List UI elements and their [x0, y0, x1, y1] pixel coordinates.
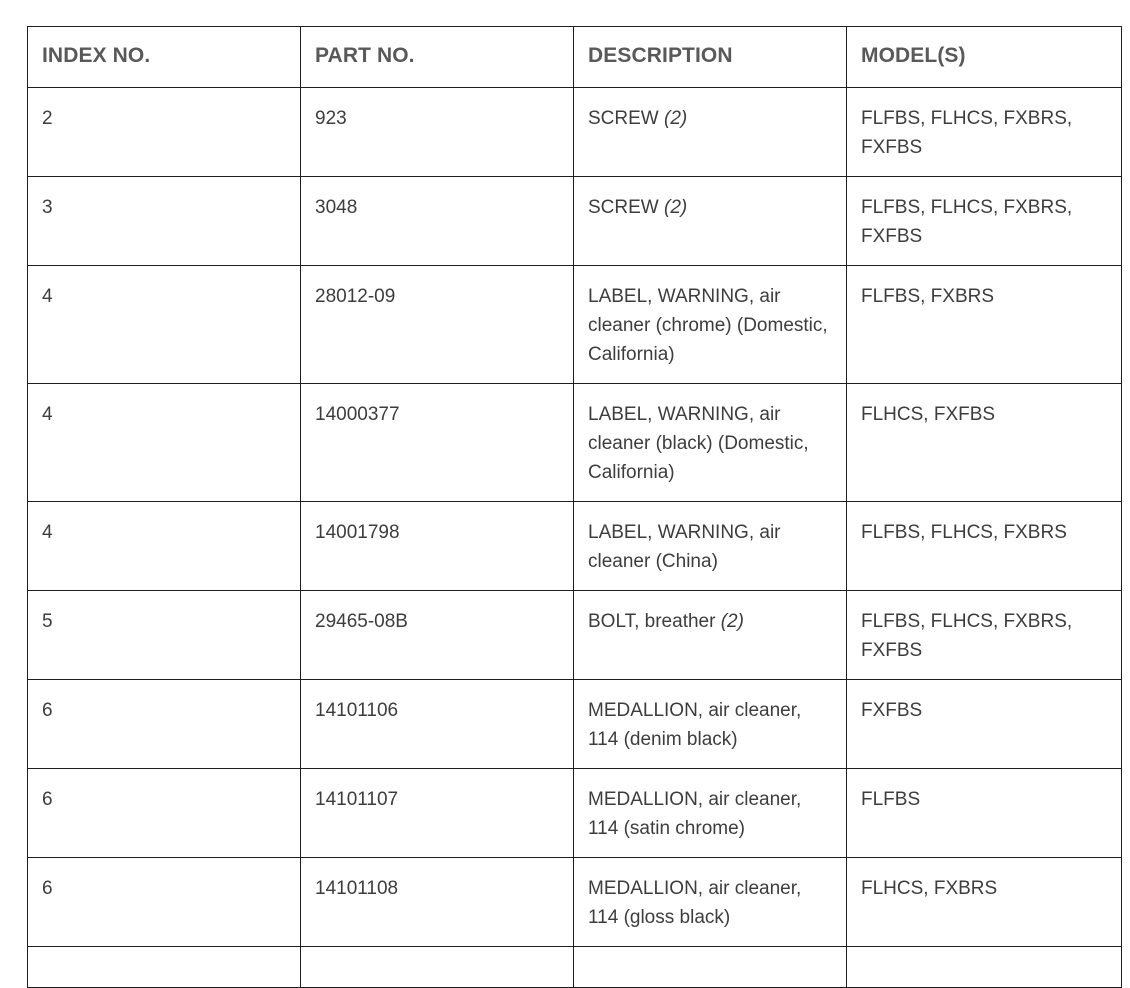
- cell-part: 28012-09: [301, 266, 574, 384]
- cell-empty: [574, 947, 847, 988]
- cell-description: [574, 88, 847, 177]
- cell-models: FLFBS, FLHCS, FXBRS, FXFBS: [847, 88, 1122, 177]
- cell-index: 4: [28, 384, 301, 502]
- cell-index: 3: [28, 177, 301, 266]
- cell-models: FLHCS, FXBRS: [847, 858, 1122, 947]
- cell-part: 14101107: [301, 769, 574, 858]
- header-index-no: INDEX NO.: [28, 27, 301, 88]
- cell-empty: [28, 947, 301, 988]
- cell-models: FXFBS: [847, 680, 1122, 769]
- cell-index: 2: [28, 88, 301, 177]
- cell-description: LABEL, WARNING, air cleaner (China): [574, 502, 847, 591]
- quantity-text: (2): [720, 611, 744, 632]
- table-row: [28, 177, 1122, 266]
- table-row: [28, 680, 1122, 769]
- cell-part: 29465-08B: [301, 591, 574, 680]
- table-header: [28, 27, 1122, 88]
- quantity-text: (2): [664, 108, 688, 129]
- cell-index: 6: [28, 680, 301, 769]
- description-text: SCREW: [588, 108, 659, 129]
- cell-models: FLFBS, FLHCS, FXBRS, FXFBS: [847, 591, 1122, 680]
- cell-models: FLFBS, FLHCS, FXBRS: [847, 502, 1122, 591]
- table-row: [28, 266, 1122, 384]
- description-text: SCREW: [588, 197, 659, 218]
- cell-empty: [847, 947, 1122, 988]
- cell-empty: [301, 947, 574, 988]
- header-description: DESCRIPTION: [574, 27, 847, 88]
- table-row: [28, 858, 1122, 947]
- cell-description: LABEL, WARNING, air cleaner (chrome) (Domestic, California): [574, 266, 847, 384]
- cell-index: 4: [28, 502, 301, 591]
- cell-models: FLFBS, FXBRS: [847, 266, 1122, 384]
- cell-description: LABEL, WARNING, air cleaner (black) (Domestic, California): [574, 384, 847, 502]
- table-row: [28, 591, 1122, 680]
- header-row: [28, 27, 1122, 88]
- cell-description: MEDALLION, air cleaner, 114 (gloss black): [574, 858, 847, 947]
- table-row: [28, 88, 1122, 177]
- cell-index: 5: [28, 591, 301, 680]
- cell-models: FLHCS, FXFBS: [847, 384, 1122, 502]
- cell-part: 14000377: [301, 384, 574, 502]
- table-row: [28, 384, 1122, 502]
- parts-table: [27, 26, 1122, 988]
- quantity-text: (2): [664, 197, 688, 218]
- cell-index: 4: [28, 266, 301, 384]
- header-part-no: PART NO.: [301, 27, 574, 88]
- cell-index: 6: [28, 858, 301, 947]
- cell-index: 6: [28, 769, 301, 858]
- cell-models: FLFBS: [847, 769, 1122, 858]
- cell-description: [574, 177, 847, 266]
- cell-part: 3048: [301, 177, 574, 266]
- cell-models: FLFBS, FLHCS, FXBRS, FXFBS: [847, 177, 1122, 266]
- table-row: [28, 769, 1122, 858]
- cell-description: [574, 591, 847, 680]
- cell-part: 14101106: [301, 680, 574, 769]
- cell-part: 14001798: [301, 502, 574, 591]
- cell-part: 923: [301, 88, 574, 177]
- cell-description: MEDALLION, air cleaner, 114 (denim black): [574, 680, 847, 769]
- cell-part: 14101108: [301, 858, 574, 947]
- table-row-partial: [28, 947, 1122, 988]
- header-models: MODEL(S): [847, 27, 1122, 88]
- table-body: [28, 88, 1122, 988]
- cell-description: MEDALLION, air cleaner, 114 (satin chrome): [574, 769, 847, 858]
- description-text: BOLT, breather: [588, 611, 716, 632]
- table-row: [28, 502, 1122, 591]
